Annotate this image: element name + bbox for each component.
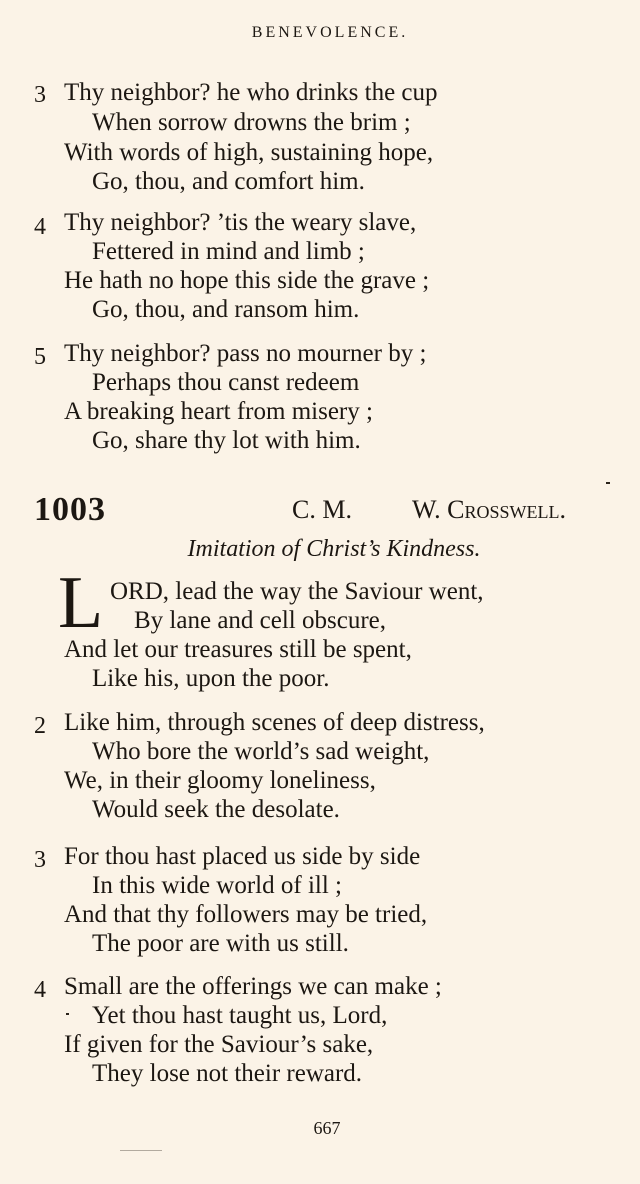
stanza-number: 4 [34, 214, 46, 240]
verse-line: Like him, through scenes of deep distress, [64, 709, 485, 736]
verse-line: Go, thou, and comfort him. [92, 168, 365, 195]
verse-line: Small are the offerings we can make ; [64, 973, 442, 1000]
verse-line: Thy neighbor? ’tis the weary slave, [64, 209, 417, 236]
verse-line: For thou hast placed us side by side [64, 843, 421, 870]
stanza-number: 4 [34, 977, 46, 1003]
verse-line: Thy neighbor? he who drinks the cup [64, 79, 438, 106]
verse-line: Like his, upon the poor. [92, 665, 330, 692]
print-speck [606, 482, 610, 484]
verse-line: Yet thou hast taught us, Lord, [92, 1002, 388, 1029]
verse-line: They lose not their reward. [92, 1060, 363, 1087]
hymn-title: Imitation of Christ’s Kindness. [187, 536, 481, 562]
page-number: 667 [313, 1118, 341, 1138]
verse-line: And let our treasures still be spent, [64, 636, 412, 663]
stanza-number: 3 [34, 82, 46, 108]
verse-line: Perhaps thou canst redeem [92, 369, 360, 396]
verse-line: He hath no hope this side the grave ; [64, 267, 430, 294]
verse-line: Thy neighbor? pass no mourner by ; [64, 340, 427, 367]
running-head: BENEVOLENCE. [251, 24, 409, 41]
drop-cap: L [58, 562, 104, 644]
verse-line: We, in their gloomy loneliness, [64, 767, 376, 794]
verse-line: ORD, lead the way the Saviour went, [110, 578, 484, 605]
stanza-number: 3 [34, 847, 46, 873]
verse-line: A breaking heart from misery ; [64, 398, 373, 425]
verse-line: By lane and cell obscure, [134, 607, 386, 634]
verse-line: When sorrow drowns the brim ; [92, 109, 411, 136]
print-speck [120, 1150, 162, 1151]
verse-line: Go, thou, and ransom him. [92, 296, 360, 323]
print-speck [66, 1013, 69, 1015]
hymn-meter: C. M. [292, 495, 352, 524]
stanza-number: 5 [34, 344, 46, 370]
hymn-number: 1003 [34, 491, 106, 528]
verse-line: Fettered in mind and limb ; [92, 238, 365, 265]
verse-line: If given for the Saviour’s sake, [64, 1031, 374, 1058]
verse-line: In this wide world of ill ; [92, 872, 342, 899]
verse-line: The poor are with us still. [92, 930, 349, 957]
verse-line: Go, share thy lot with him. [92, 427, 361, 454]
verse-line: With words of high, sustaining hope, [64, 139, 434, 166]
stanza-number: 2 [34, 713, 46, 739]
verse-line: Would seek the desolate. [92, 796, 340, 823]
verse-line: And that thy followers may be tried, [64, 901, 428, 928]
hymn-author: W. Crosswell. [412, 495, 566, 524]
verse-line: Who bore the world’s sad weight, [92, 738, 430, 765]
